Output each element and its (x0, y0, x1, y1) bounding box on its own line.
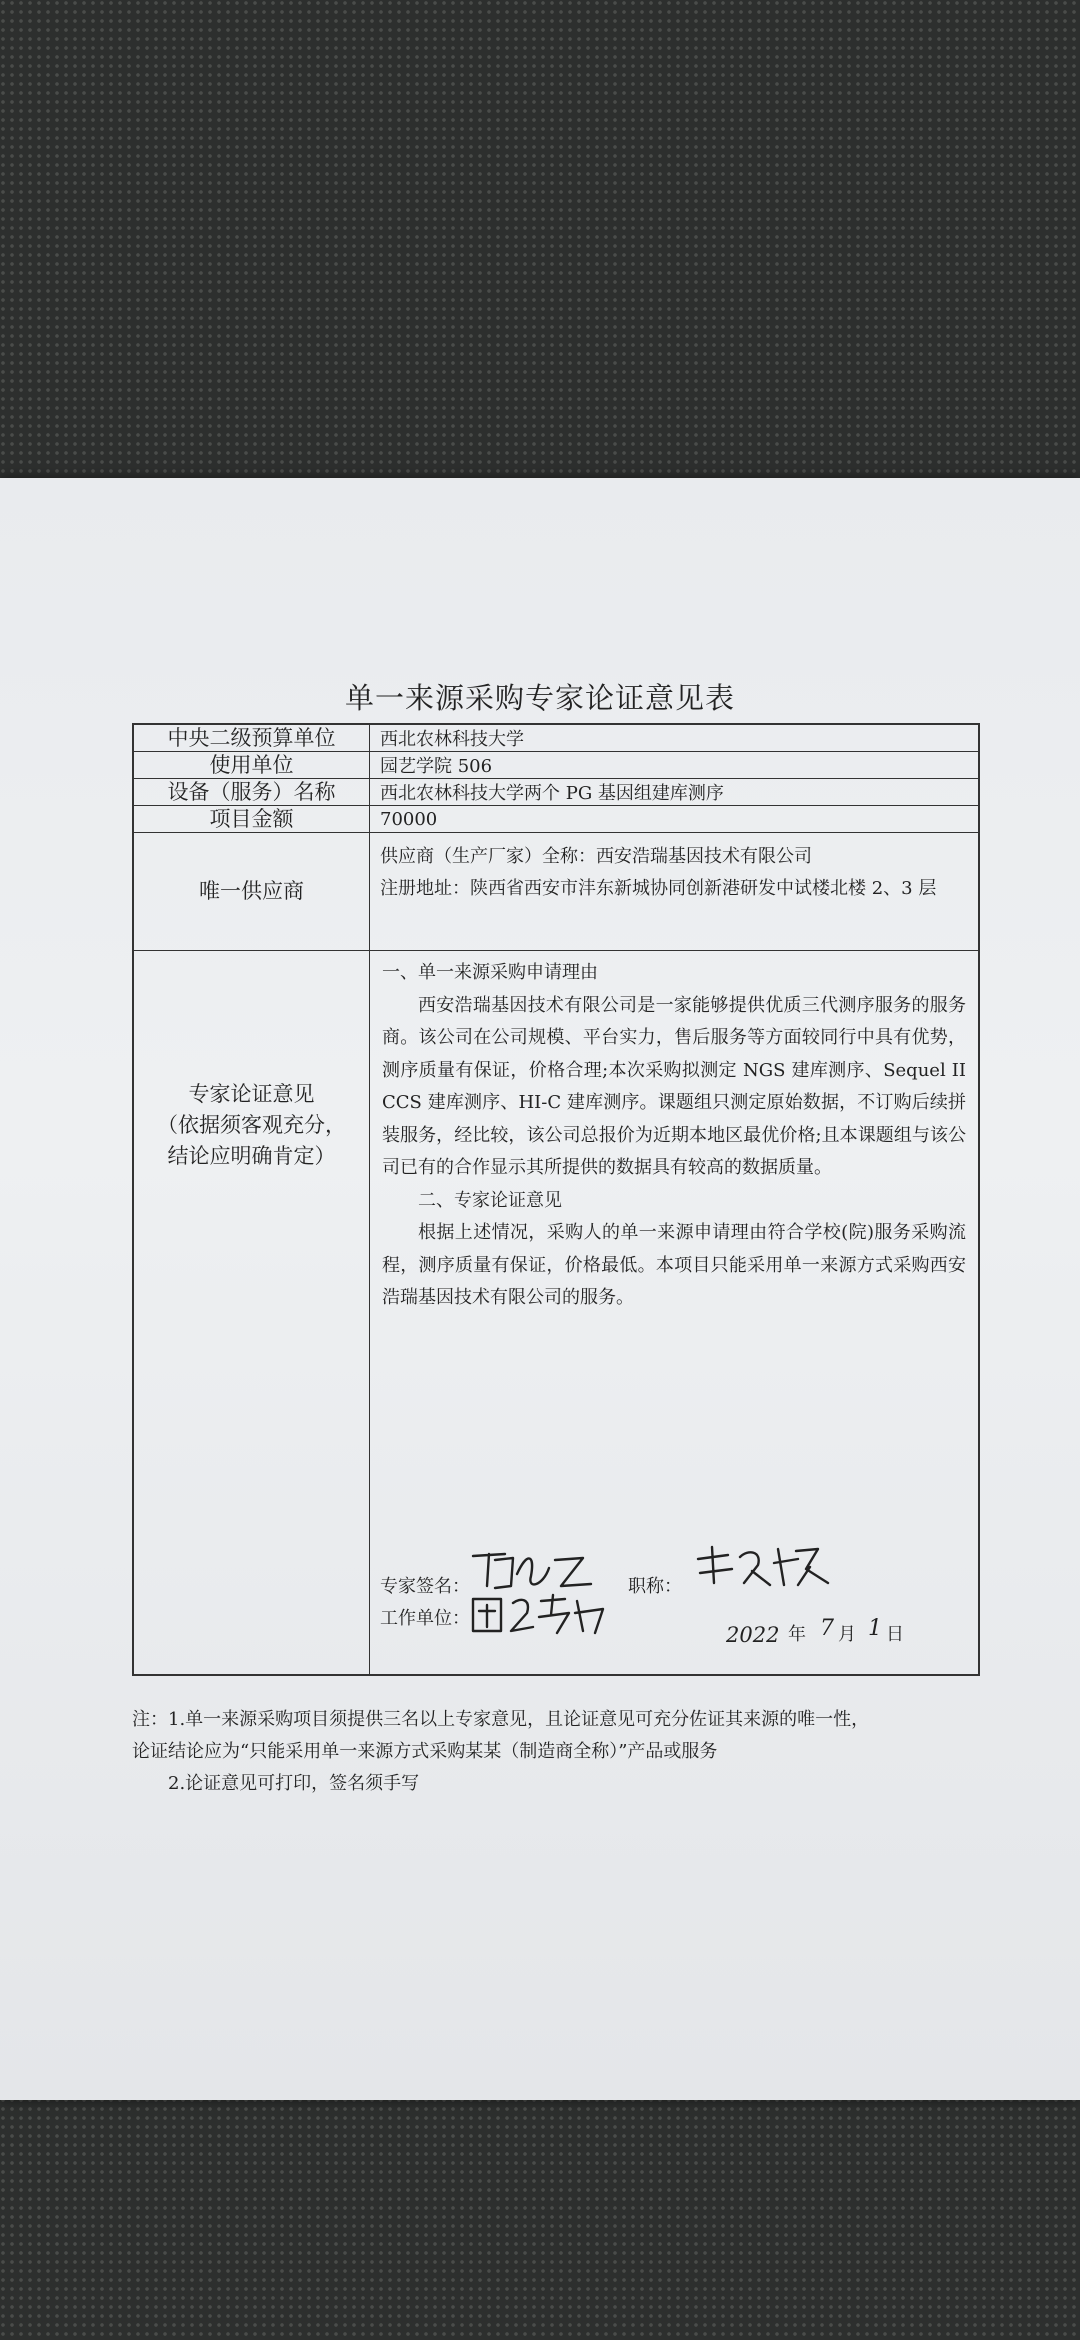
row-value-supplier (370, 833, 978, 950)
row-label-user-unit: 使用单位 (134, 752, 370, 778)
row-label-supplier: 唯一供应商 (134, 833, 370, 950)
row-value-budget-unit: 西北农林科技大学 (380, 729, 524, 750)
row-label-budget-unit: 中央二级预算单位 (134, 725, 370, 751)
row-label-service-name: 设备（服务）名称 (134, 779, 370, 805)
unit-label: 工作单位： (380, 1608, 470, 1629)
date-month: 7 (820, 1616, 834, 1641)
opinion-label-line3: 结论应明确肯定） (167, 1144, 336, 1168)
date-day: 1 (868, 1616, 882, 1641)
table-row (134, 779, 978, 806)
opinion-label-line1: 专家论证意见 (188, 1082, 315, 1106)
expert-signature-icon (465, 1546, 605, 1596)
title-handwriting-icon (688, 1539, 848, 1593)
supplier-address: 注册地址：陕西省西安市沣东新城协同创新港研发中试楼北楼 2、3 层 (380, 878, 937, 899)
table-row (134, 752, 978, 779)
paper-sheet (0, 478, 1080, 2100)
row-label-opinion (134, 951, 370, 1674)
form-table (132, 723, 980, 1676)
title-label: 职称： (628, 1576, 682, 1597)
table-row (134, 725, 978, 752)
date-year-char: 年 (788, 1624, 806, 1645)
opinion-label-line2: （依据须客观充分， (157, 1113, 346, 1137)
date-month-char: 月 (838, 1624, 856, 1645)
section-heading-1: 一、单一来源采购申请理由 (382, 962, 598, 983)
expert-sign-label: 专家签名： (380, 1576, 470, 1597)
date-year: 2022 (726, 1623, 780, 1647)
row-label-amount: 项目金额 (134, 806, 370, 832)
section-heading-2: 二、专家论证意见 (418, 1189, 562, 1211)
table-row (134, 951, 978, 1674)
row-value-amount: 70000 (380, 808, 438, 830)
note-2: 2.论证意见可打印，签名须手写 (168, 1773, 420, 1794)
opinion-content (370, 951, 978, 1674)
note-1-line-2: 论证结论应为“只能采用单一来源方式采购某某（制造商全称）”产品或服务 (132, 1741, 718, 1762)
footnotes (132, 1704, 992, 1800)
note-1-line-1: 注：1.单一来源采购项目须提供三名以上专家意见，且论证意见可充分佐证其来源的唯一性， (132, 1709, 870, 1730)
unit-handwriting-icon (465, 1591, 615, 1639)
table-row (134, 833, 978, 951)
table-row (134, 806, 978, 833)
document-title: 单一来源采购专家论证意见表 (344, 681, 735, 715)
row-value-service-name: 西北农林科技大学两个 PG 基因组建库测序 (380, 783, 724, 804)
paragraph-reason: 西安浩瑞基因技术有限公司是一家能够提供优质三代测序服务的服务商。该公司在公司规模、平台实力，售后服务等方面较同行中具有优势，测序质量有保证，价格合理;本次采购拟测定 NGS 建库测序、Sequel II CCS 建库测序、HI-C 建库测序。课题组只测定原始数据，不订购后续拼装服务，经比较，该公司总报价为近期本地区最优价格;且本课题组与该公司已有的合作显示其所提供的数据具有较高的数据质量。 (382, 994, 966, 1178)
supplier-name: 供应商（生产厂家）全称：西安浩瑞基因技术有限公司 (380, 846, 812, 867)
paragraph-opinion: 根据上述情况，采购人的单一来源申请理由符合学校(院)服务采购流程，测序质量有保证，价格最低。本项目只能采用单一来源方式采购西安浩瑞基因技术有限公司的服务。 (382, 1222, 966, 1308)
date-day-char: 日 (886, 1624, 904, 1645)
row-value-user-unit: 园艺学院 506 (380, 756, 493, 777)
